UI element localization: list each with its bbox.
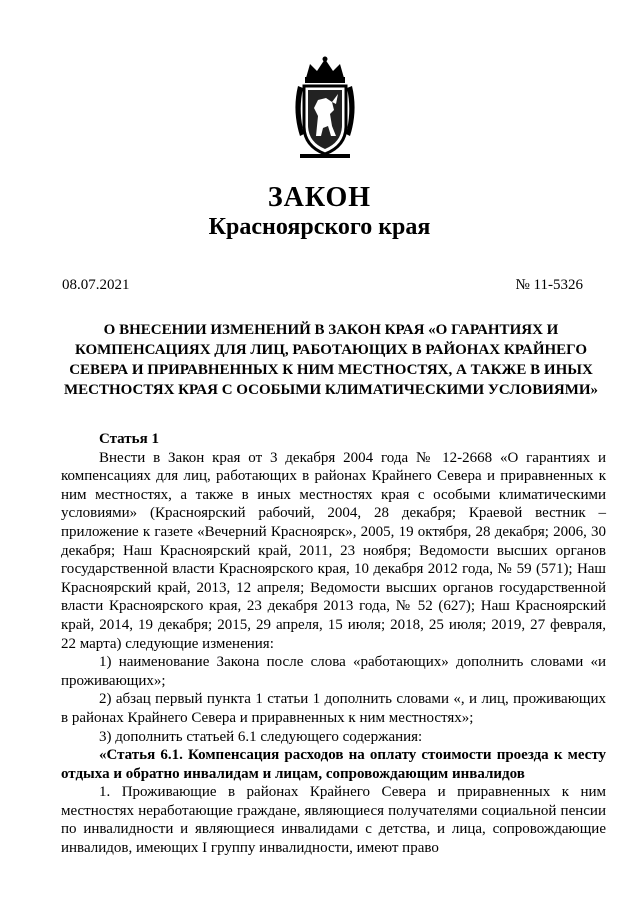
- article-intro: Внести в Закон края от 3 декабря 2004 года № 12-2668 «О гарантиях и компенсациях для лиц, работающих в районах Крайнего Севера и приравненных к ним местностях, а также в иных местностях края с особыми климатическими условиями» (Красноярский рабочий, 2004, 28 декабря; Краевой вестник – приложение к газете «Вечерний Красноярск», 2005, 19 октября, 28 декабря; 2006, 30 декабря; Наш Красноярский край, 2011, 23 ноября; Ведомости высших органов государственной власти Красноярского края, 10 декабря 2012 года, № 59 (571); Наш Красноярский край, 2013, 12 апреля; Ведомости высших органов государственной власти Красноярского края, 23 декабря 2013 года, № 52 (627); Наш Красноярский край, 2014, 19 декабря; 2015, 29 апреля, 15 июля; 2018, 25 июля; 2019, 27 февраля, 22 марта) следующие изменения:: [61, 449, 606, 652]
- new-article-title: «Статья 6.1. Компенсация расходов на оплату стоимости проезда к месту отдыха и обратно инвалидам и лицам, сопровождающим инвалидов: [61, 747, 606, 782]
- article-title: Статья 1: [99, 431, 159, 447]
- law-heading: О ВНЕСЕНИИ ИЗМЕНЕНИЙ В ЗАКОН КРАЯ «О ГАРАНТИЯХ И КОМПЕНСАЦИЯХ ДЛЯ ЛИЦ, РАБОТАЮЩИХ В РАЙОНАХ КРАЙНЕГО СЕВЕРА И ПРИРАВНЕННЫХ К НИМ МЕСТНОСТЯХ, А ТАКЖЕ В ИНЫХ МЕСТНОСТЯХ КРАЯ С ОСОБЫМИ КЛИМАТИЧЕСКИМИ УСЛОВИЯМИ»: [63, 322, 599, 398]
- law-body: [61, 430, 606, 858]
- law-number: № 11-5326: [515, 277, 583, 293]
- document-type-title: ЗАКОН: [267, 182, 372, 213]
- amendment-item-2: 2) абзац первый пункта 1 статьи 1 дополнить словами «, и лиц, проживающих в районах Крайнего Севера и приравненных к ним местностях»;: [61, 691, 606, 726]
- amendment-item-3: 3) дополнить статьей 6.1 следующего содержания:: [99, 728, 423, 745]
- law-date: 08.07.2021: [62, 277, 130, 293]
- region-title: Красноярского края: [208, 214, 431, 240]
- coat-of-arms-icon: [288, 56, 362, 160]
- new-article-paragraph-1: 1. Проживающие в районах Крайнего Севера и приравненных к ним местностях неработающие граждане, являющиеся получателями социальной пенсии по инвалидности и являющиеся инвалидами с детства, и лица, сопровождающие инвалидов, имеющих I группу инвалидности, имеют право: [61, 784, 606, 857]
- amendment-item-1: 1) наименование Закона после слова «работающих» дополнить словами «и проживающих»;: [61, 654, 606, 689]
